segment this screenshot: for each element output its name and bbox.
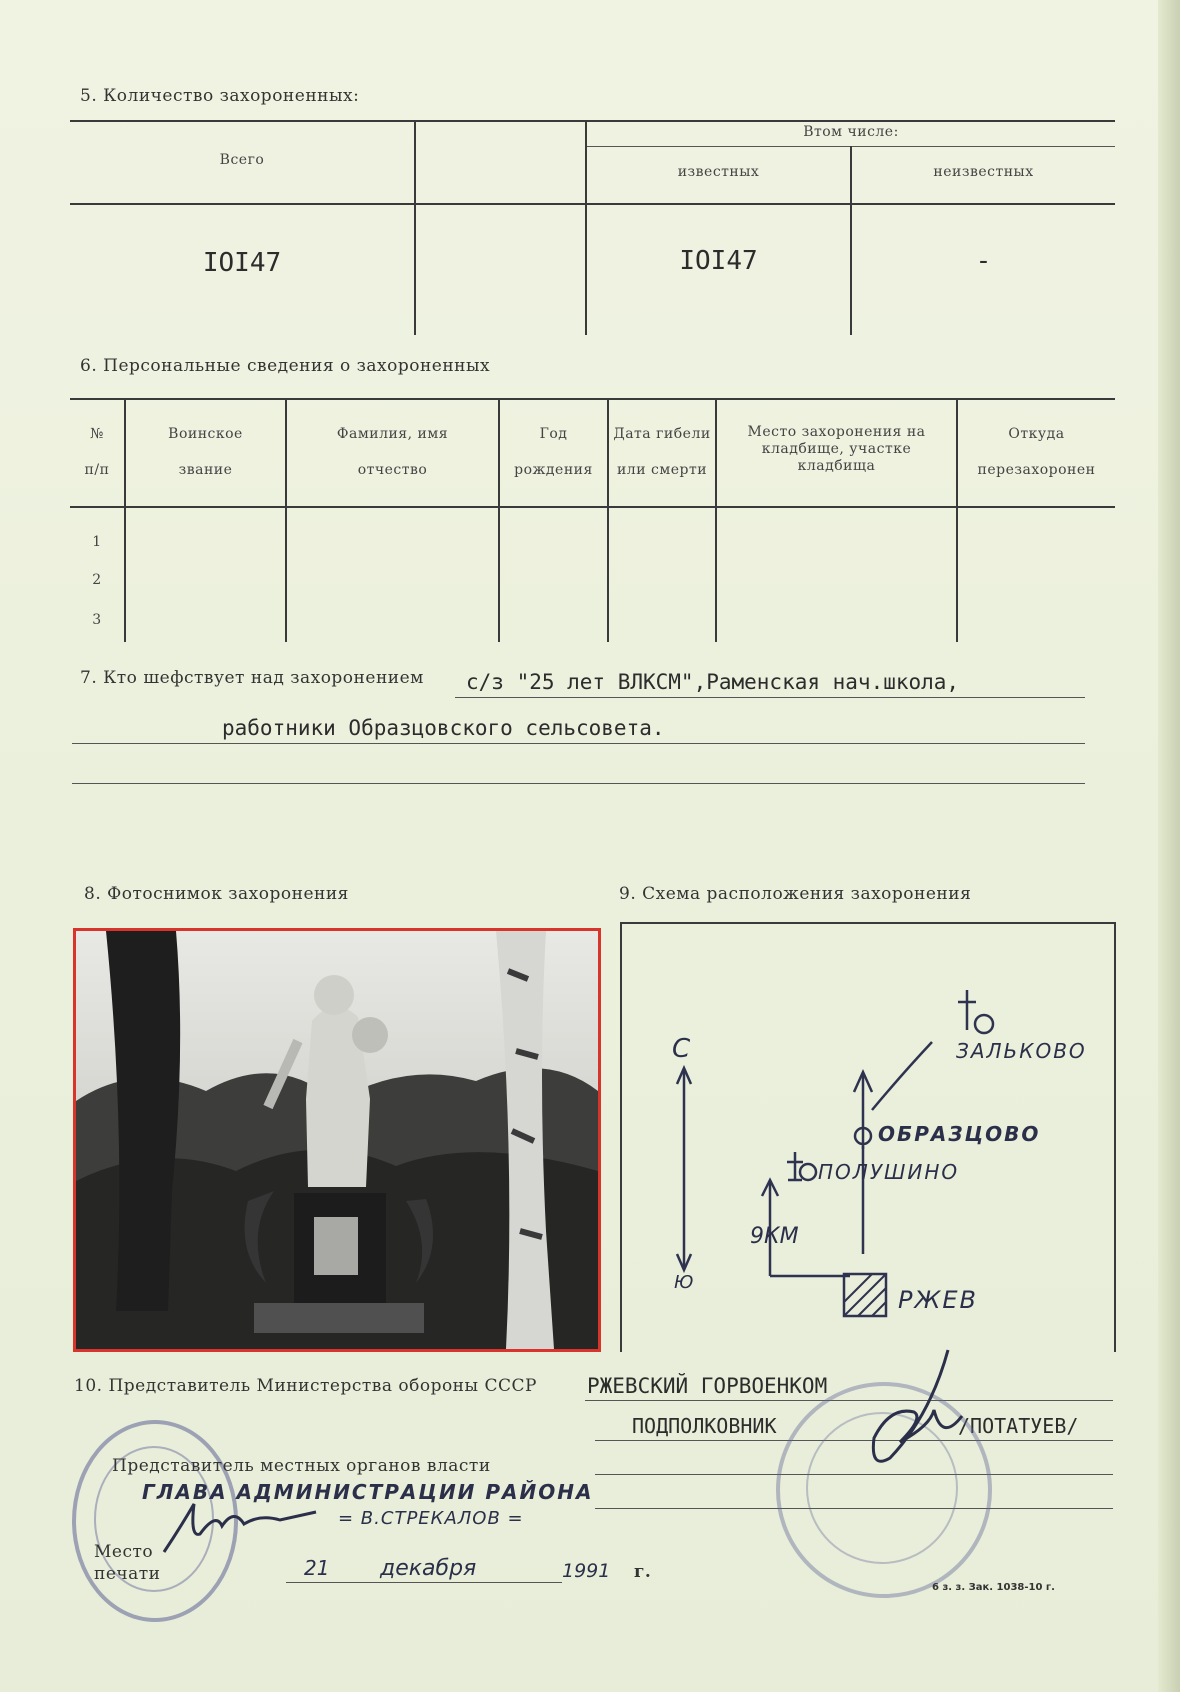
hdr-place-line2: кладбище, участке (761, 441, 912, 457)
section7-rule (72, 783, 1085, 784)
hdr-num-bottom: п/п (84, 462, 110, 478)
unknown-value: - (975, 246, 992, 276)
col-including-header: Втом числе: (803, 124, 899, 140)
date-suffix: г. (634, 1562, 652, 1582)
col-known-header: известных (677, 164, 760, 180)
section7-rule (72, 743, 1085, 744)
section8-title: 8. Фотоснимок захоронения (84, 884, 349, 904)
table5-divider (414, 120, 416, 335)
section7-rule (455, 697, 1085, 698)
hdr-name-top: Фамилия, имя (336, 426, 449, 442)
table5-divider (585, 120, 587, 335)
map-village-zalkovo: ЗАЛЬКОВО (956, 1039, 1087, 1063)
section9-title: 9. Схема расположения захоронения (619, 884, 972, 904)
mo-name: /ПОТАТУЕВ/ (958, 1414, 1079, 1438)
seal-place-label-2: печати (94, 1564, 161, 1584)
patron-line2: работники Образцовского сельсовета. (222, 716, 665, 740)
table5-top-rule (70, 120, 1115, 122)
row-number: 1 (92, 534, 102, 550)
date-year: 1991 (562, 1560, 611, 1582)
local-title: Представитель местных органов власти (112, 1456, 491, 1476)
hdr-place-line1: Место захоронения на (747, 424, 926, 440)
hdr-from-top: Откуда (1008, 426, 1065, 442)
row-number: 3 (92, 612, 102, 628)
date-rule (286, 1582, 562, 1583)
map-frame (620, 922, 1116, 1352)
hdr-year-top: Год (539, 426, 568, 442)
hdr-from-bottom: перезахоронен (977, 462, 1096, 478)
mo-line1: РЖЕВСКИЙ ГОРВОЕНКОМ (587, 1374, 828, 1398)
local-line1: ГЛАВА АДМИНИСТРАЦИИ РАЙОНА (142, 1480, 594, 1504)
memorial-photo (73, 928, 601, 1352)
date-day: 21 (304, 1556, 330, 1580)
section10-title: 10. Представитель Министерства обороны СССР (74, 1376, 537, 1396)
hdr-rank-bottom: звание (178, 462, 233, 478)
total-value: IOI47 (202, 248, 282, 278)
local-name: = В.СТРЕКАЛОВ = (338, 1508, 524, 1529)
map-north-label: С (672, 1034, 691, 1064)
map-village-polushino: ПОЛУШИНО (818, 1160, 960, 1184)
mo-rank: ПОДПОЛКОВНИК (632, 1414, 777, 1438)
hdr-name-bottom: отчество (357, 462, 428, 478)
hdr-num-top: № (90, 426, 104, 442)
hdr-year-bottom: рождения (514, 462, 593, 478)
table6-top-rule (70, 398, 1115, 400)
table5-header-rule (70, 203, 1115, 205)
col-unknown-header: неизвестных (933, 164, 1034, 180)
hdr-place-line3: кладбища (797, 458, 876, 474)
hdr-death-top: Дата гибели (613, 426, 711, 442)
col-total-header: Всего (219, 152, 265, 168)
road-to-zalkovo (872, 1042, 932, 1110)
section6-title: 6. Персональные сведения о захороненных (80, 356, 491, 376)
map-town-rzhev: РЖЕВ (898, 1286, 978, 1314)
date-month: декабря (380, 1556, 477, 1581)
patron-line1: с/з "25 лет ВЛКСМ",Раменская нач.школа, (466, 670, 960, 694)
map-village-obraztsovo: ОБРАЗЦОВО (878, 1122, 1041, 1146)
signature-local (160, 1498, 320, 1558)
section7-title: 7. Кто шефствует над захоронением (80, 668, 424, 688)
map-distance-label: 9КМ (750, 1224, 799, 1249)
paper-edge (1158, 0, 1180, 1692)
hdr-death-bottom: или смерти (616, 462, 708, 478)
section5-title: 5. Количество захороненных: (80, 86, 360, 106)
seal-place-label-1: Место (94, 1542, 154, 1562)
hdr-place (717, 424, 956, 475)
row-number: 2 (92, 572, 102, 588)
table6-header-rule (70, 506, 1115, 508)
hdr-rank-top: Воинское (168, 426, 243, 442)
signature-mo (830, 1346, 970, 1476)
known-value: IOI47 (679, 246, 758, 276)
map-south-label: Ю (674, 1272, 694, 1293)
print-mark: 6 з. з. Зак. 1038-10 г. (932, 1582, 1055, 1593)
memorial-photo-image (76, 931, 598, 1349)
church-cross-icon (958, 990, 976, 1030)
